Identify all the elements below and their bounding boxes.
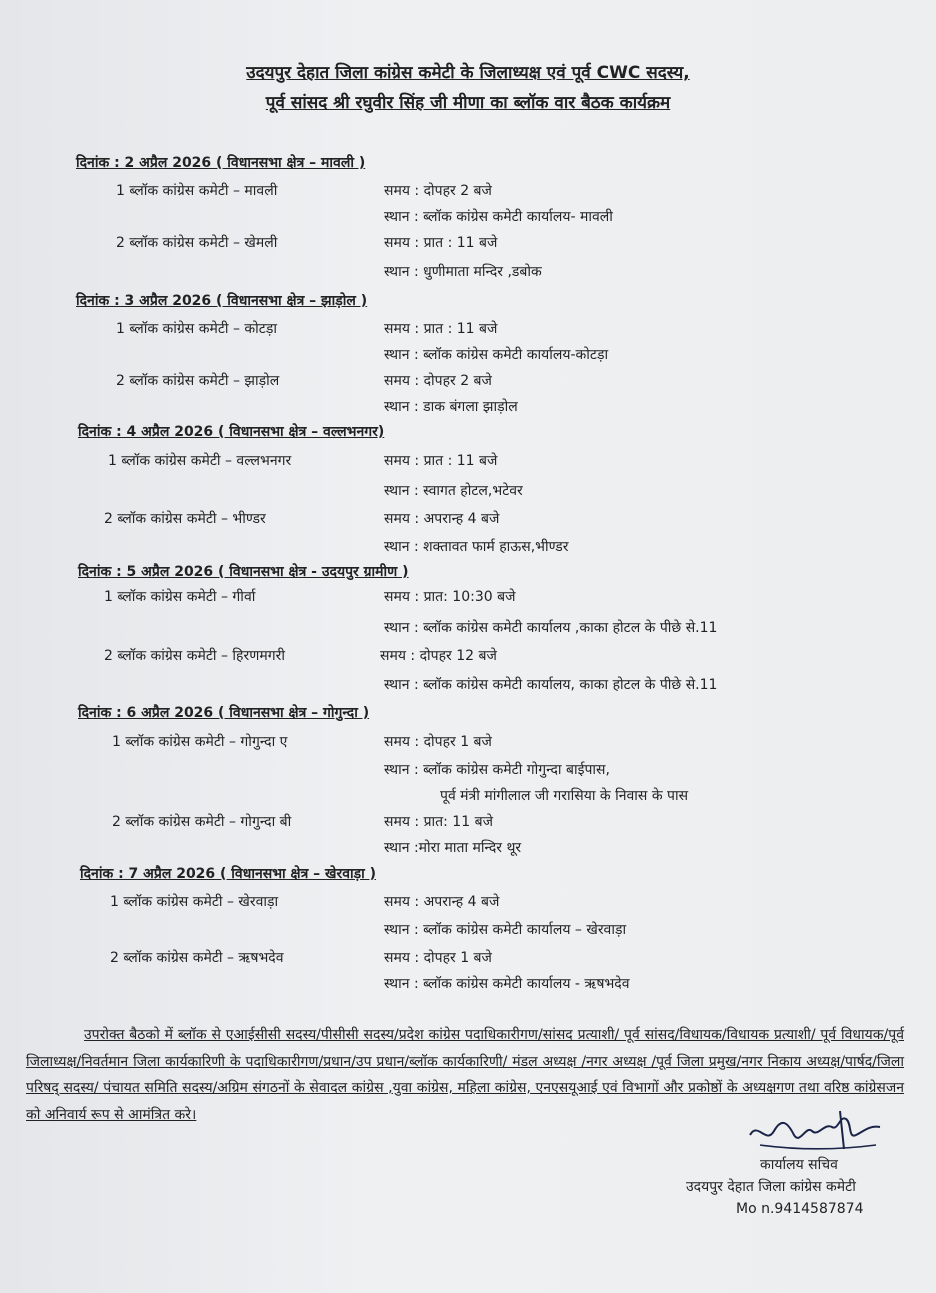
- day-header-5: दिनांक : 6 अप्रैल 2026 ( विधानसभा क्षेत्र – गोगुन्दा ): [78, 705, 370, 721]
- block-time: समय : प्रात : 11 बजे: [384, 235, 498, 251]
- block-name: 1 ब्लॉक कांग्रेस कमेटी – कोटड़ा: [116, 321, 277, 337]
- paragraph-text: उपरोक्त बैठको में ब्लॉक से एआईसीसी सदस्य/पीसीसी सदस्य/प्रदेश कांग्रेस पदाधिकारीगण/सांसद प्रत्याशी/ पूर्व सांसद/विधायक/विधायक प्रत्याशी/ पूर्व विधायक/पूर्व जिलाध्यक्ष/निवर्तमान जिला कार्यकारिणी के पदाधिकारीगण/प्रधान/उप प्रधान/ब्लॉक कार्यकारिणी/ मंडल अध्यक्ष /नगर अध्यक्ष /पूर्व जिला प्रमुख/नगर निकाय अध्यक्ष/पार्षद/जिला परिषद् सदस्य/ पंचायत समिति सदस्य/अग्रिम संगठनों के सेवादल कांग्रेस ,युवा कांग्रेस, महिला कांग्रेस, एनएसयूआई एवं विभागों और प्रकोष्ठों के अध्यक्षगण तथा वरिष्ठ कांग्रेसजन को अनिवार्य रूप से आमंत्रित करे।: [26, 1027, 904, 1123]
- block-name: 2 ब्लॉक कांग्रेस कमेटी – खेमली: [116, 235, 278, 251]
- block-time: समय : अपरान्ह 4 बजे: [384, 511, 500, 527]
- day-header-1: दिनांक : 2 अप्रैल 2026 ( विधानसभा क्षेत्र – मावली ): [76, 155, 366, 171]
- handwritten-signature: [740, 1105, 890, 1157]
- block-place-line-2: पूर्व मंत्री मांगीलाल जी गरासिया के निवास के पास: [440, 788, 689, 804]
- block-place: स्थान : ब्लॉक कांग्रेस कमेटी कार्यालय ,काका होटल के पीछे से.11: [384, 620, 718, 636]
- block-place: स्थान : ब्लॉक कांग्रेस कमेटी कार्यालय - ऋषभदेव: [384, 976, 630, 992]
- block-time: समय : दोपहर 2 बजे: [384, 373, 492, 389]
- block-place: स्थान : डाक बंगला झाड़ोल: [384, 399, 518, 415]
- block-time: समय : प्रात: 11 बजे: [384, 814, 493, 830]
- block-time: समय : दोपहर 1 बजे: [384, 950, 492, 966]
- block-time: समय : प्रात: 10:30 बजे: [384, 589, 516, 605]
- block-time: समय : अपरान्ह 4 बजे: [384, 894, 500, 910]
- signatory-mobile: Mo n.9414587874: [736, 1201, 864, 1217]
- block-name: 2 ब्लॉक कांग्रेस कमेटी – हिरणमगरी: [104, 648, 285, 664]
- block-name: 2 ब्लॉक कांग्रेस कमेटी – भीण्डर: [104, 511, 266, 527]
- block-time: समय : दोपहर 2 बजे: [384, 183, 492, 199]
- block-place: स्थान : ब्लॉक कांग्रेस कमेटी कार्यालय – खेरवाड़ा: [384, 922, 627, 938]
- block-time: समय : प्रात : 11 बजे: [384, 321, 498, 337]
- title-line-1: उदयपुर देहात जिला कांग्रेस कमेटी के जिलाध्यक्ष एवं पूर्व CWC सदस्य,: [246, 63, 690, 83]
- block-name: 1 ब्लॉक कांग्रेस कमेटी – वल्लभनगर: [108, 453, 292, 469]
- signatory-designation: कार्यालय सचिव: [760, 1157, 838, 1173]
- block-name: 1 ब्लॉक कांग्रेस कमेटी – गीर्वा: [104, 589, 256, 605]
- day-header-3: दिनांक : 4 अप्रैल 2026 ( विधानसभा क्षेत्र – वल्लभनगर): [78, 424, 385, 440]
- day-header-2: दिनांक : 3 अप्रैल 2026 ( विधानसभा क्षेत्र – झाड़ोल ): [76, 293, 368, 309]
- day-header-6: दिनांक : 7 अप्रैल 2026 ( विधानसभा क्षेत्र – खेरवाड़ा ): [80, 866, 377, 882]
- block-place: स्थान : ब्लॉक कांग्रेस कमेटी गोगुन्दा बाईपास,: [384, 762, 610, 778]
- block-name: 1 ब्लॉक कांग्रेस कमेटी – गोगुन्दा ए: [112, 734, 288, 750]
- block-place: स्थान : शक्तावत फार्म हाऊस,भीण्डर: [384, 539, 569, 555]
- block-time: समय : दोपहर 1 बजे: [384, 734, 492, 750]
- block-name: 1 ब्लॉक कांग्रेस कमेटी – मावली: [116, 183, 278, 199]
- signatory-organization: उदयपुर देहात जिला कांग्रेस कमेटी: [686, 1179, 856, 1195]
- block-place: स्थान :मोरा माता मन्दिर थूर: [384, 840, 522, 856]
- block-name: 2 ब्लॉक कांग्रेस कमेटी – गोगुन्दा बी: [112, 814, 292, 830]
- block-name: 2 ब्लॉक कांग्रेस कमेटी – झाड़ोल: [116, 373, 280, 389]
- block-place: स्थान : ब्लॉक कांग्रेस कमेटी कार्यालय, काका होटल के पीछे से.11: [384, 677, 718, 693]
- block-name: 1 ब्लॉक कांग्रेस कमेटी – खेरवाड़ा: [110, 894, 279, 910]
- block-place: स्थान : ब्लॉक कांग्रेस कमेटी कार्यालय-कोटड़ा: [384, 347, 609, 363]
- block-place: स्थान : ब्लॉक कांग्रेस कमेटी कार्यालय- मावली: [384, 209, 613, 225]
- title-line-2: पूर्व सांसद श्री रघुवीर सिंह जी मीणा का ब्लॉक वार बैठक कार्यक्रम: [265, 93, 671, 113]
- block-place: स्थान : धुणीमाता मन्दिर ,डबोक: [384, 264, 542, 280]
- block-name: 2 ब्लॉक कांग्रेस कमेटी – ऋषभदेव: [110, 950, 284, 966]
- block-place: स्थान : स्वागत होटल,भटेवर: [384, 483, 523, 499]
- block-time: समय : दोपहर 12 बजे: [380, 648, 497, 664]
- day-header-4: दिनांक : 5 अप्रैल 2026 ( विधानसभा क्षेत्र - उदयपुर ग्रामीण ): [78, 564, 409, 580]
- block-time: समय : प्रात : 11 बजे: [384, 453, 498, 469]
